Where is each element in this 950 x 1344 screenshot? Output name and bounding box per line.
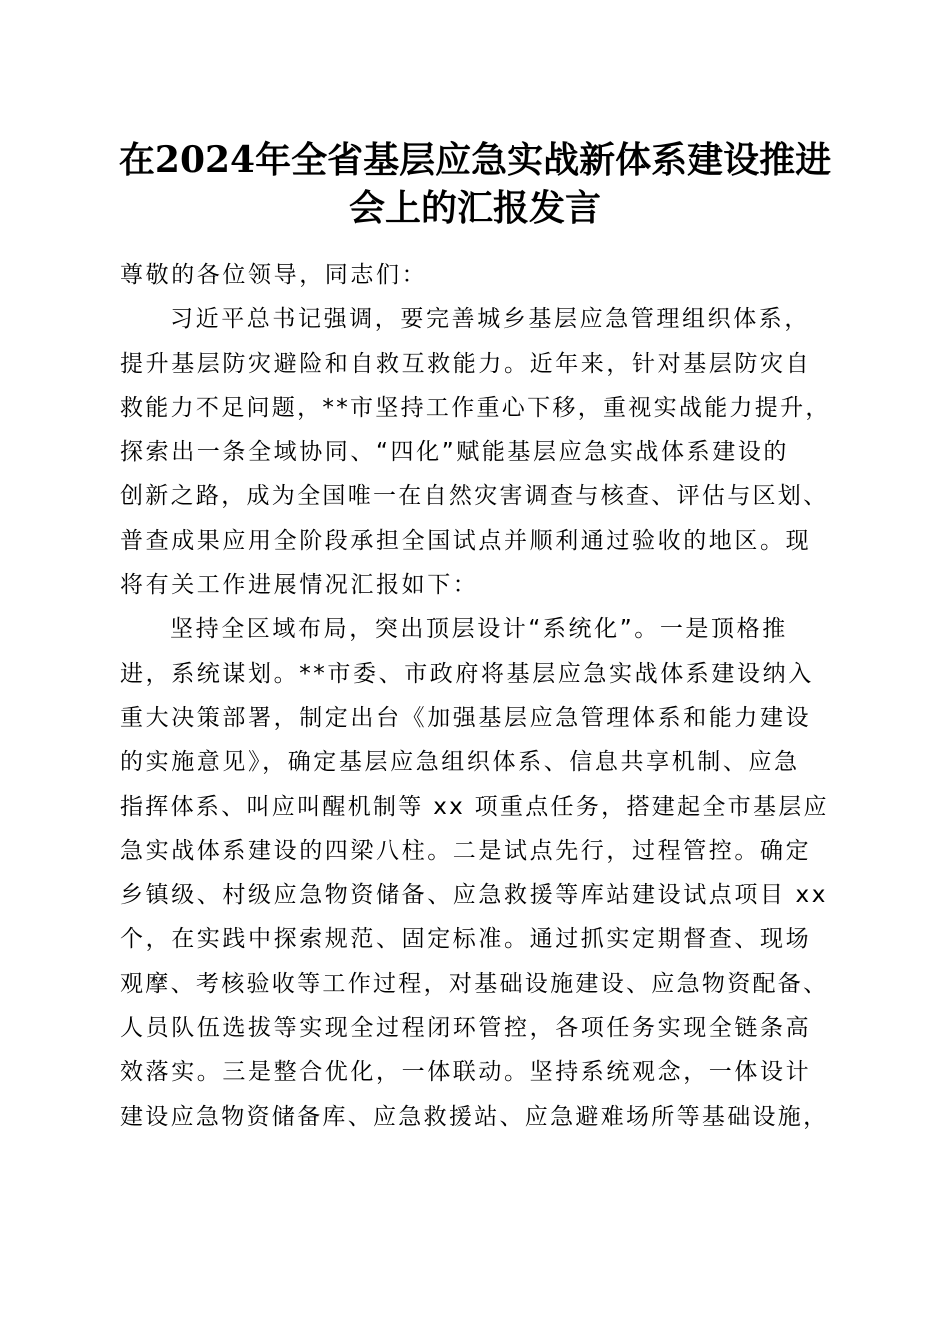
paragraph-2-line: 坚持全区域布局，突出顶层设计“系统化”。一是顶格推: [170, 616, 788, 643]
paragraph-2-line: 效落实。三是整合优化，一体联动。坚持系统观念，一体设计: [120, 1059, 812, 1086]
paragraph-2-line: 观摩、考核验收等工作过程，对基础设施建设、应急物资配备、: [120, 970, 829, 997]
paragraph-2-line: 重大决策部署，制定出台《加强基层应急管理体系和能力建设: [120, 704, 812, 731]
paragraph-1-line: 普查成果应用全阶段承担全国试点并顺利通过验收的地区。现: [120, 527, 812, 554]
title-line-2: 会上的汇报发言: [348, 187, 601, 229]
paragraph-1-line: 习近平总书记强调，要完善城乡基层应急管理组织体系，: [170, 306, 810, 333]
paragraph-2-line: 指挥体系、叫应叫醒机制等 xx 项重点任务，搭建起全市基层应: [120, 793, 829, 820]
paragraph-2-line: 乡镇级、村级应急物资储备、应急救援等库站建设试点项目 xx: [120, 882, 828, 909]
document-body: [120, 253, 832, 1139]
document-title: [110, 136, 840, 232]
paragraph-2-line: 的实施意见》，确定基层应急组织体系、信息共享机制、应急: [120, 749, 800, 776]
paragraph-1-line: 救能力不足问题，**市坚持工作重心下移，重视实战能力提升，: [120, 394, 831, 421]
paragraph-1-line: 探索出一条全域协同、“四化”赋能基层应急实战体系建设的: [120, 439, 790, 466]
paragraph-2-line: 个，在实践中探索规范、固定标准。通过抓实定期督查、现场: [120, 926, 812, 953]
paragraph-2-line: 急实战体系建设的四梁八柱。二是试点先行，过程管控。确定: [120, 837, 812, 864]
paragraph-2-line: 建设应急物资储备库、应急救援站、应急避难场所等基础设施，: [120, 1103, 829, 1130]
title-line-1: 在2024年全省基层应急实战新体系建设推进: [118, 139, 832, 181]
paragraph-1-line: 将有关工作进展情况汇报如下：: [120, 572, 479, 599]
salutation: 尊敬的各位领导，同志们：: [120, 262, 428, 288]
paragraph-1-line: 提升基层防灾避险和自救互救能力。近年来，针对基层防灾自: [120, 350, 812, 377]
paragraph-2-line: 人员队伍选拔等实现全过程闭环管控，各项任务实现全链条高: [120, 1015, 812, 1042]
paragraph-2-line: 进，系统谋划。**市委、市政府将基层应急实战体系建设纳入: [120, 660, 814, 687]
paragraph-1-line: 创新之路，成为全国唯一在自然灾害调查与核查、评估与区划、: [120, 483, 829, 510]
